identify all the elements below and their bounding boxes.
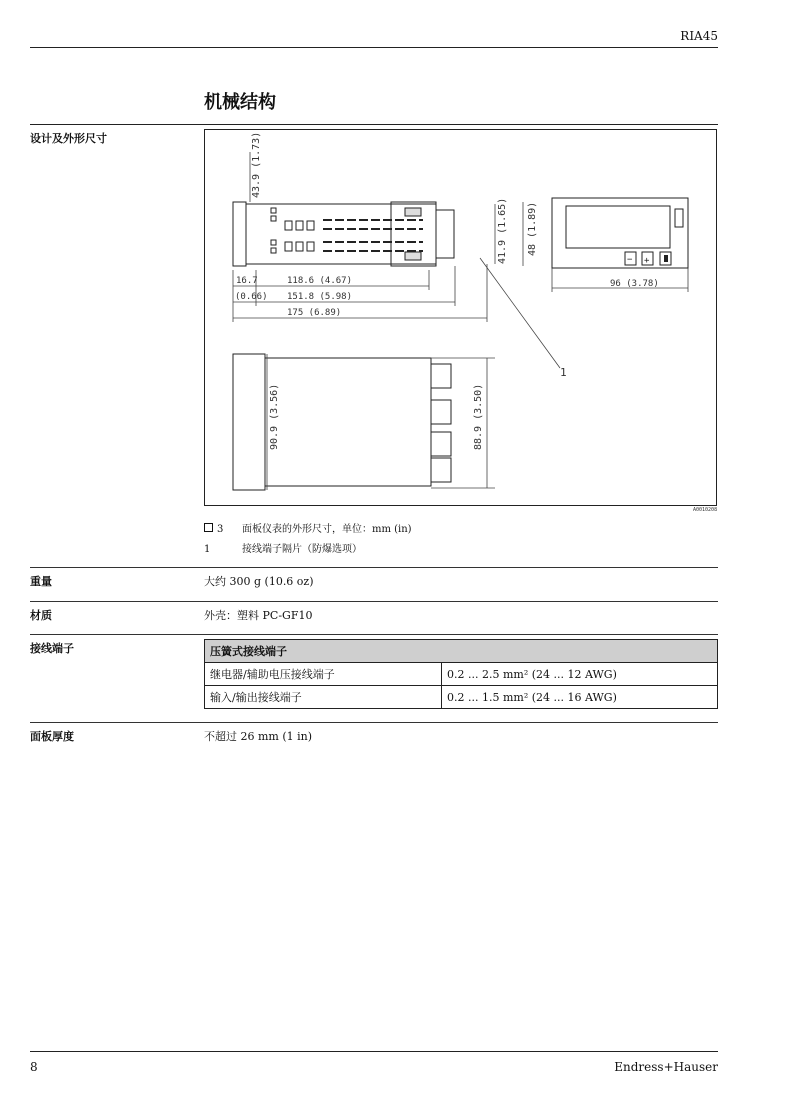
- top-view-housing: [265, 358, 431, 486]
- figure-legend: [204, 540, 362, 555]
- callout-1: 1: [560, 366, 567, 379]
- figure-icon: [204, 523, 213, 532]
- rule-weight: [30, 567, 718, 568]
- dim-96: 96 (3.78): [610, 279, 659, 289]
- legend-number: 1: [204, 544, 211, 555]
- svg-text:−: −: [627, 255, 633, 265]
- legend-text: 接线端子隔片（防爆选项）: [242, 544, 362, 555]
- header-rule: [30, 47, 718, 48]
- svg-text:+: +: [644, 256, 650, 266]
- rule-panel-thickness: [30, 722, 718, 723]
- footer-rule: [30, 1051, 718, 1052]
- dim-48: 48 (1.89): [527, 201, 538, 256]
- table-row: [205, 663, 718, 686]
- label-weight: 重量: [30, 575, 52, 588]
- table-row: [205, 686, 718, 709]
- label-material: 材质: [30, 609, 52, 622]
- figure-caption: [204, 520, 412, 535]
- dim-0-66: (0.66): [235, 292, 268, 302]
- rule-material: [30, 601, 718, 602]
- value-material: 外壳：塑料 PC-GF10: [204, 609, 313, 622]
- dim-43-9: 43.9 (1.73): [251, 131, 262, 198]
- terminal-spec: 0.2 ... 1.5 mm² (24 ... 16 AWG): [442, 686, 718, 709]
- footer-brand: Endress+Hauser: [614, 1060, 718, 1074]
- terminals-table-header: 压簧式接线端子: [205, 640, 718, 663]
- page-number: 8: [30, 1060, 38, 1074]
- dimension-figure: [204, 129, 718, 513]
- dim-16-7: 16.7: [236, 276, 258, 286]
- label-design-dimensions: 设计及外形尺寸: [30, 132, 107, 145]
- dim-88-9: 88.9 (3.50): [473, 383, 484, 450]
- dim-151-8: 151.8 (5.98): [287, 292, 353, 302]
- dim-41-9: 41.9 (1.65): [497, 197, 508, 264]
- label-terminals: 接线端子: [30, 642, 74, 655]
- caption-number: 3: [217, 524, 224, 535]
- section-rule: [30, 124, 718, 125]
- dim-175: 175 (6.89): [287, 308, 342, 318]
- label-panel-thickness: 面板厚度: [30, 730, 74, 743]
- caption-text: 面板仪表的外形尺寸，单位：mm (in): [242, 524, 412, 535]
- value-panel-thickness: 不超过 26 mm (1 in): [204, 730, 313, 743]
- figure-id: A0010208: [693, 507, 718, 513]
- side-view-bezel: [233, 202, 246, 266]
- terminal-name: 输入/输出接线端子: [205, 686, 442, 709]
- header-product: RIA45: [680, 29, 718, 43]
- top-view-bezel: [233, 354, 265, 490]
- terminals-table: [204, 639, 718, 709]
- dimension-drawing: [205, 130, 718, 513]
- terminal-name: 继电器/辅助电压接线端子: [205, 663, 442, 686]
- dim-90-9: 90.9 (3.56): [269, 383, 280, 450]
- section-title: 机械结构: [204, 92, 276, 113]
- dim-118-6: 118.6 (4.67): [287, 276, 353, 286]
- terminal-spec: 0.2 ... 2.5 mm² (24 ... 12 AWG): [442, 663, 718, 686]
- rule-terminals: [30, 634, 718, 635]
- value-weight: 大约 300 g (10.6 oz): [204, 575, 314, 588]
